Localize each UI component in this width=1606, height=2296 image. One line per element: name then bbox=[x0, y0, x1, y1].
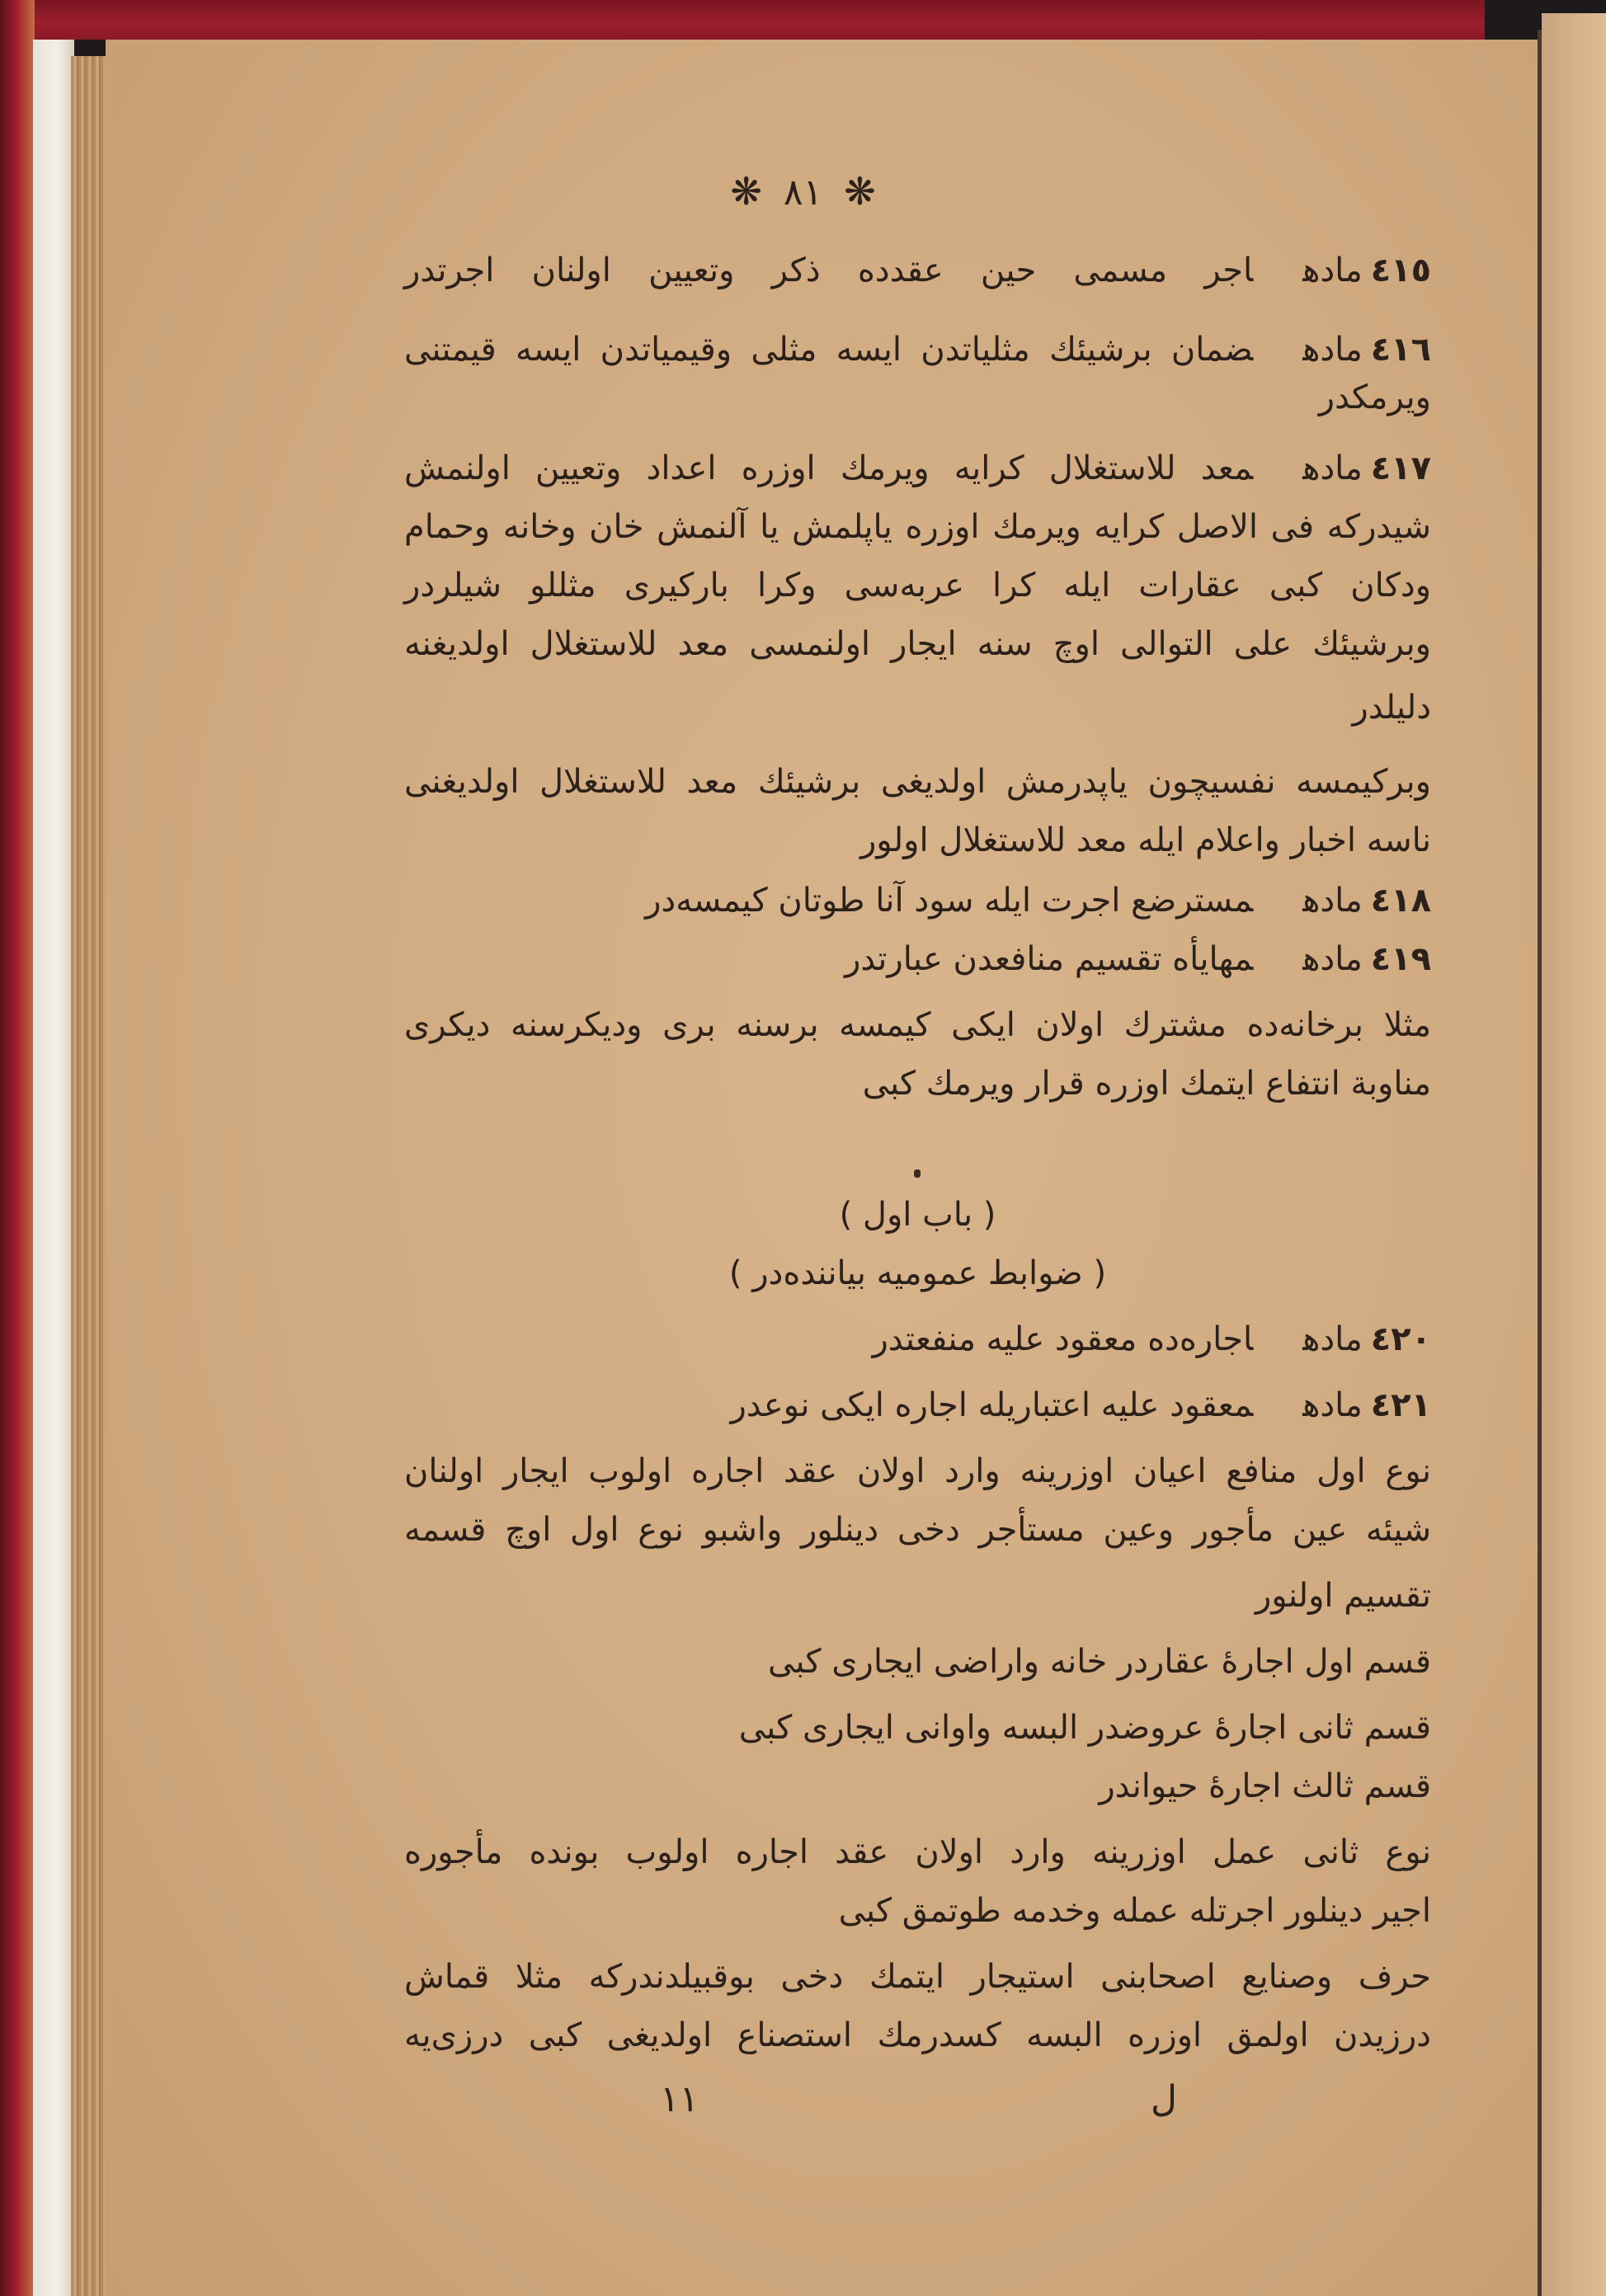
article-label: ماده bbox=[1302, 331, 1363, 369]
article-number: ٤٢١ bbox=[1370, 1386, 1431, 1424]
line-text: اجیر دینلور اجرتله عمله وخدمه طوتمق کبی bbox=[838, 1892, 1431, 1930]
text-line bbox=[404, 1633, 1431, 1691]
line-text: ضمان برشیئك مثلیاتدن ایسه مثلی وقیمیاتدن ایسه قیمتنی bbox=[404, 331, 1254, 369]
text-line bbox=[404, 1501, 1431, 1559]
line-text: حرف وصنایع اصحابنی استیجار ایتمك دخی بوقبیلدندرکه مثلا قماش bbox=[404, 1958, 1431, 1996]
text-line bbox=[404, 1948, 1431, 2006]
line-text: معقود علیه اعتباریله اجاره ایکی نوعدر bbox=[730, 1386, 1254, 1424]
text-line bbox=[404, 615, 1431, 673]
article-label: ماده bbox=[1302, 1386, 1363, 1424]
article-number: ٤١٧ bbox=[1370, 449, 1431, 487]
line-text: مثلا برخانه‌ده مشترك اولان ایکی کیمسه برسنه بری ودیکرسنه دیکری bbox=[404, 1006, 1431, 1044]
article-line bbox=[404, 872, 1431, 929]
article-label: ماده bbox=[1302, 449, 1363, 487]
article-number: ٤١٩ bbox=[1370, 940, 1431, 978]
line-text: ویرمکدر bbox=[1318, 379, 1431, 416]
line-text: معد للاستغلال کرایه ویرمك اوزره اعداد وتعیین اولنمش bbox=[404, 449, 1254, 487]
page-header bbox=[0, 169, 1606, 214]
text-line bbox=[404, 753, 1431, 811]
line-text: ( باب اول ) bbox=[839, 1196, 996, 1234]
line-text: نوع اول منافع اعیان اوزرینه وارد اولان عقد اجاره اولوب ایجار اولنان bbox=[404, 1452, 1431, 1490]
text-line bbox=[404, 812, 1431, 869]
line-text: وبرکیمسه نفسیچون یاپدرمش اولدیغی برشیئك معد للاستغلال اولدیغنی bbox=[404, 763, 1431, 801]
line-text: قسم ثانی اجارۀ عروضدر البسه واوانی ایجاری کبی bbox=[738, 1709, 1431, 1747]
line-text: دلیلدر bbox=[1352, 689, 1431, 727]
line-text: اجر مسمی حین عقدده ذکر وتعیین اولنان اجرتدر bbox=[404, 252, 1254, 289]
line-text: شیئه عین مأجور وعین مستأجر دخی دینلور واشبو نوع اول اوچ قسمه bbox=[404, 1511, 1431, 1549]
line-text: قسم اول اجارۀ عقاردر خانه واراضی ایجاری کبی bbox=[768, 1643, 1431, 1681]
line-text: ناسه اخبار واعلام ایله معد للاستغلال اولور bbox=[860, 821, 1431, 859]
line-text: مهایأه تقسیم منافعدن عبارتدر bbox=[844, 940, 1254, 978]
article-number: ٤٢٠ bbox=[1370, 1320, 1431, 1358]
line-text: ( ضوابط عمومیه بیاننده‌در ) bbox=[728, 1254, 1107, 1292]
article-label: ماده bbox=[1302, 940, 1363, 978]
line-text: قسم ثالث اجارۀ حیواندر bbox=[1099, 1767, 1431, 1805]
article-number: ٤١٨ bbox=[1370, 882, 1431, 920]
article-number: ٤١٥ bbox=[1370, 252, 1431, 289]
line-text: ودکان کبی عقارات ایله کرا عربه‌سی وکرا بارکیری مثللو شیلردر bbox=[404, 567, 1431, 605]
text-line bbox=[404, 1055, 1431, 1113]
signature-number: ١١ bbox=[660, 2078, 699, 2120]
text-line bbox=[404, 679, 1431, 736]
article-line bbox=[404, 242, 1431, 299]
line-text: مسترضع اجرت ایله سود آنا طوتان کیمسه‌در bbox=[645, 882, 1254, 920]
line-text: درزیدن اولمق اوزره البسه کسدرمك استصناع اولدیغی کبی درزی‌یه bbox=[404, 2016, 1431, 2054]
line-text: شیدرکه فی الاصل کرایه ویرمك اوزره یاپلمش یا آلنمش خان وخانه وحمام bbox=[404, 508, 1431, 546]
text-line bbox=[404, 1823, 1431, 1881]
page-edges bbox=[71, 56, 107, 2296]
article-number: ٤١٦ bbox=[1370, 331, 1431, 369]
article-line bbox=[404, 1376, 1431, 1434]
line-text: اجاره‌ده معقود علیه منفعتدر bbox=[872, 1320, 1254, 1358]
line-text: نوع ثانی عمل اوزرینه وارد اولان عقد اجاره اولوب بونده مأجوره bbox=[404, 1833, 1431, 1871]
text-line bbox=[404, 2007, 1431, 2064]
text-line bbox=[404, 498, 1431, 556]
article-label: ماده bbox=[1302, 252, 1363, 289]
article-label: ماده bbox=[1302, 1320, 1363, 1358]
text-line bbox=[404, 369, 1431, 426]
line-text: وبرشیئك علی التوالی اوچ سنه ایجار اولنمسی معد للاستغلال اولدیغنه bbox=[404, 625, 1431, 663]
text-line bbox=[404, 1699, 1431, 1757]
article-line bbox=[404, 440, 1431, 497]
article-label: ماده bbox=[1302, 882, 1363, 920]
article-line bbox=[404, 930, 1431, 988]
text-line bbox=[404, 996, 1431, 1054]
flyleaf bbox=[33, 40, 74, 2296]
line-text: تقسیم اولنور bbox=[1255, 1577, 1431, 1615]
text-line bbox=[404, 1757, 1431, 1815]
article-line bbox=[404, 1310, 1431, 1368]
ink-mark bbox=[914, 1169, 921, 1178]
signature-letter: ل bbox=[1151, 2078, 1177, 2120]
text-line bbox=[404, 1442, 1431, 1500]
book-binding-left bbox=[0, 0, 35, 2296]
ornament-icon: ❋ bbox=[730, 169, 762, 214]
text-line bbox=[404, 1567, 1431, 1625]
book-binding-top bbox=[0, 0, 1485, 40]
text-line bbox=[404, 1882, 1431, 1940]
ornament-icon: ❋ bbox=[844, 169, 876, 214]
section-heading bbox=[404, 1244, 1431, 1302]
line-text: مناوبة انتفاع ایتمك اوزره قرار ویرمك کبی bbox=[862, 1065, 1431, 1103]
text-line bbox=[404, 557, 1431, 614]
page-number: ٨١ bbox=[783, 172, 823, 214]
facing-page bbox=[1542, 13, 1606, 2296]
section-heading bbox=[404, 1186, 1431, 1244]
